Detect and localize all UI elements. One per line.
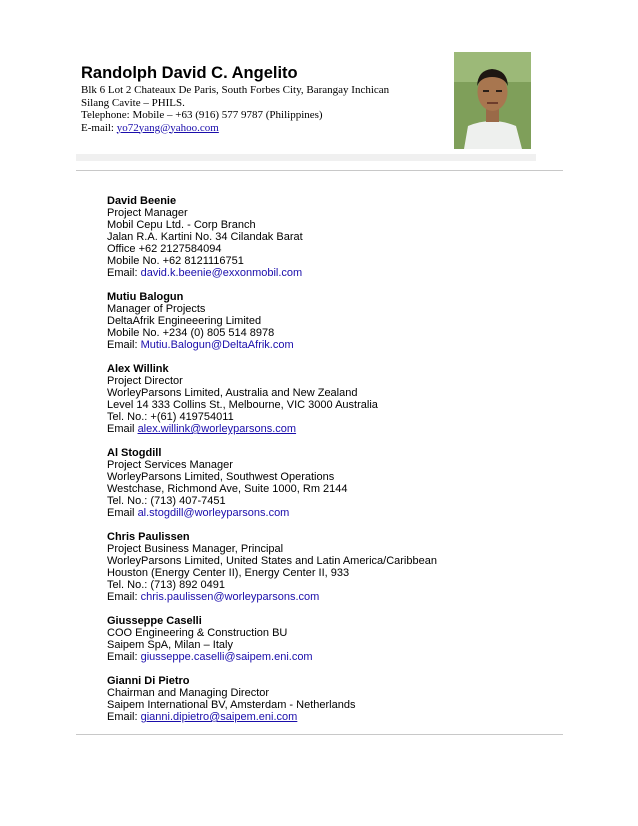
reference-company: DeltaAfrik Engineeering Limited (107, 315, 262, 327)
reference-email-line (107, 651, 547, 663)
email-label: Email: (107, 591, 141, 603)
email-label: Email (107, 423, 138, 435)
bottom-divider (76, 734, 563, 735)
email-label: Email: (107, 267, 141, 279)
reference-address: Westchase, Richmond Ave, Suite 1000, Rm 2144 (107, 483, 348, 495)
reference-email-link[interactable]: gianni.dipietro@saipem.eni.com (140, 711, 298, 723)
email-label: E-mail: (81, 121, 117, 134)
reference-company: WorleyParsons Limited, United States and Latin America/Caribbean (107, 555, 437, 567)
reference-email[interactable]: Mutiu.Balogun@DeltaAfrik.com (140, 339, 294, 351)
reference-address: Level 14 333 Collins St., Melbourne, VIC 3000 Australia (107, 399, 378, 411)
reference-email-link[interactable]: alex.willink@worleyparsons.com (137, 423, 297, 435)
references-list (107, 195, 547, 735)
reference-entry (107, 615, 547, 663)
reference-title: Project Manager (107, 207, 188, 219)
reference-address: Jalan R.A. Kartini No. 34 Cilandak Barat (107, 231, 303, 243)
reference-email[interactable]: chris.paulissen@worleyparsons.com (140, 591, 320, 603)
reference-email-line (107, 507, 547, 519)
profile-photo (454, 52, 531, 149)
email-label: Email: (107, 651, 141, 663)
reference-address: Houston (Energy Center II), Energy Center II, 933 (107, 567, 350, 579)
top-divider (76, 170, 563, 171)
reference-name: David Beenie (107, 195, 177, 207)
reference-email[interactable]: giusseppe.caselli@saipem.eni.com (140, 651, 313, 663)
header-separator-bar (76, 154, 536, 161)
reference-title: Project Director (107, 375, 183, 387)
reference-phone: Tel. No.: +(61) 419754011 (107, 411, 234, 423)
reference-entry (107, 363, 547, 435)
reference-email[interactable]: david.k.beenie@exxonmobil.com (140, 267, 303, 279)
candidate-email-link[interactable]: yo72yang@yahoo.com (116, 121, 219, 134)
email-label: Email: (107, 339, 141, 351)
email-line (81, 122, 389, 135)
contact-block (81, 84, 389, 134)
reference-entry (107, 195, 547, 279)
reference-email-line (107, 711, 547, 723)
address-line-1: Blk 6 Lot 2 Chateaux De Paris, South Forbes City, Barangay Inchican (81, 84, 390, 96)
reference-email-line (107, 423, 547, 435)
reference-email[interactable]: al.stogdill@worleyparsons.com (137, 507, 290, 519)
reference-company: WorleyParsons Limited, Southwest Operations (107, 471, 335, 483)
reference-company: Saipem International BV, Amsterdam - Netherlands (107, 699, 356, 711)
reference-entry (107, 531, 547, 603)
address-line-2: Silang Cavite – PHILS. (81, 96, 185, 109)
reference-title: COO Engineering & Construction BU (107, 627, 288, 639)
reference-name: Giusseppe Caselli (107, 615, 202, 627)
email-label: Email (107, 507, 138, 519)
reference-title: Project Services Manager (107, 459, 233, 471)
reference-name: Alex Willink (107, 363, 169, 375)
reference-entry (107, 675, 547, 723)
reference-title: Manager of Projects (107, 303, 206, 315)
telephone-line: Telephone: Mobile – +63 (916) 577 9787 (Philippines) (81, 109, 323, 121)
reference-email-line (107, 591, 547, 603)
reference-phone: Tel. No.: (713) 407-7451 (107, 495, 226, 507)
reference-mobile-phone: Mobile No. +234 (0) 805 514 8978 (107, 327, 275, 339)
reference-mobile-phone: Mobile No. +62 8121116751 (107, 255, 244, 267)
reference-entry (107, 291, 547, 351)
reference-email-line (107, 267, 547, 279)
email-label: Email: (107, 711, 141, 723)
reference-entry (107, 447, 547, 519)
reference-title: Project Business Manager, Principal (107, 543, 284, 555)
reference-name: Mutiu Balogun (107, 291, 184, 303)
reference-name: Gianni Di Pietro (107, 675, 190, 687)
reference-title: Chairman and Managing Director (107, 687, 270, 699)
reference-name: Al Stogdill (107, 447, 162, 459)
reference-company: Mobil Cepu Ltd. - Corp Branch (107, 219, 256, 231)
reference-company: WorleyParsons Limited, Australia and New Zealand (107, 387, 358, 399)
reference-name: Chris Paulissen (107, 531, 190, 543)
reference-phone: Tel. No.: (713) 892 0491 (107, 579, 226, 591)
candidate-name: Randolph David C. Angelito (81, 64, 298, 82)
reference-office-phone: Office +62 2127584094 (107, 243, 222, 255)
portrait-illustration (454, 52, 531, 149)
reference-email-line (107, 339, 547, 351)
reference-company: Saipem SpA, Milan – Italy (107, 639, 233, 651)
